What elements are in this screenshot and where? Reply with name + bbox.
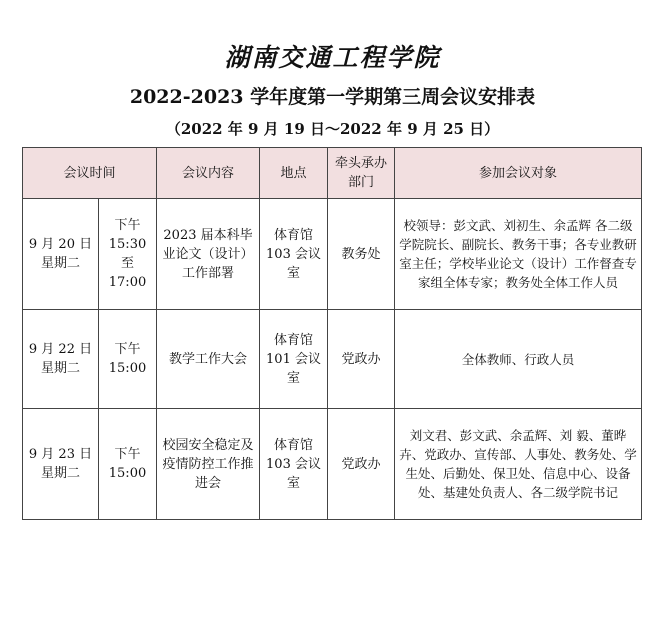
meeting-date (23, 199, 99, 310)
time-line: 下午 (114, 218, 141, 233)
weekday-text: 星期二 (40, 256, 80, 271)
weekday-text: 星期二 (40, 466, 80, 481)
header-content: 会议内容 (157, 148, 260, 199)
header-time: 会议时间 (23, 148, 157, 199)
date-text: 9 月 23 日 (28, 447, 93, 462)
date-range: （2022 年 9 月 19 日～2022 年 9 月 25 日） (165, 120, 500, 138)
meeting-content: 校园安全稳定及疫情防控工作推进会 (157, 409, 260, 520)
meeting-schedule-table (22, 147, 642, 520)
table-header-row (23, 148, 642, 199)
meeting-dept: 教务处 (328, 199, 395, 310)
header-location: 地点 (260, 148, 328, 199)
meeting-location: 体育馆 103 会议室 (260, 199, 328, 310)
table-row (23, 310, 642, 409)
meeting-location: 体育馆 101 会议室 (260, 310, 328, 409)
time-line: 17:00 (108, 275, 147, 290)
date-text: 9 月 22 日 (28, 342, 93, 357)
meeting-time (99, 199, 157, 310)
meeting-dept: 党政办 (328, 409, 395, 520)
meeting-content: 教学工作大会 (157, 310, 260, 409)
meeting-time (99, 310, 157, 409)
meeting-location: 体育馆 103 会议室 (260, 409, 328, 520)
header-dept: 牵头承办部门 (328, 148, 395, 199)
date-text: 9 月 20 日 (28, 237, 93, 252)
time-line: 15:30 (108, 237, 147, 252)
table-row (23, 409, 642, 520)
meeting-attendees: 刘文君、彭文武、余孟辉、刘 毅、董晔卉、党政办、宣传部、人事处、教务处、学生处、后勤处、保卫处、信息中心、设备处、基建处负责人、各二级学院书记 (395, 409, 642, 520)
school-name: 湖南交通工程学院 (224, 43, 441, 72)
meeting-attendees: 校领导：彭文武、刘初生、余孟辉 各二级学院院长、副院长、教务干事；各专业教研室主任；学校毕业论文（设计）工作督查专家组全体专家；教务处全体工作人员 (395, 199, 642, 310)
time-line: 至 (121, 256, 135, 271)
meeting-date (23, 310, 99, 409)
header-attendees: 参加会议对象 (395, 148, 642, 199)
table-row (23, 199, 642, 310)
meeting-attendees: 全体教师、行政人员 (395, 310, 642, 409)
weekday-text: 星期二 (40, 361, 80, 376)
meeting-date (23, 409, 99, 520)
time-line: 下午 (114, 342, 141, 357)
meeting-time (99, 409, 157, 520)
meeting-content: 2023 届本科毕业论文（设计）工作部署 (157, 199, 260, 310)
time-line: 15:00 (108, 361, 147, 376)
document-title: 2022-2023 学年度第一学期第三周会议安排表 (129, 86, 536, 108)
time-line: 下午 (114, 447, 141, 462)
time-line: 15:00 (108, 466, 147, 481)
meeting-dept: 党政办 (328, 310, 395, 409)
